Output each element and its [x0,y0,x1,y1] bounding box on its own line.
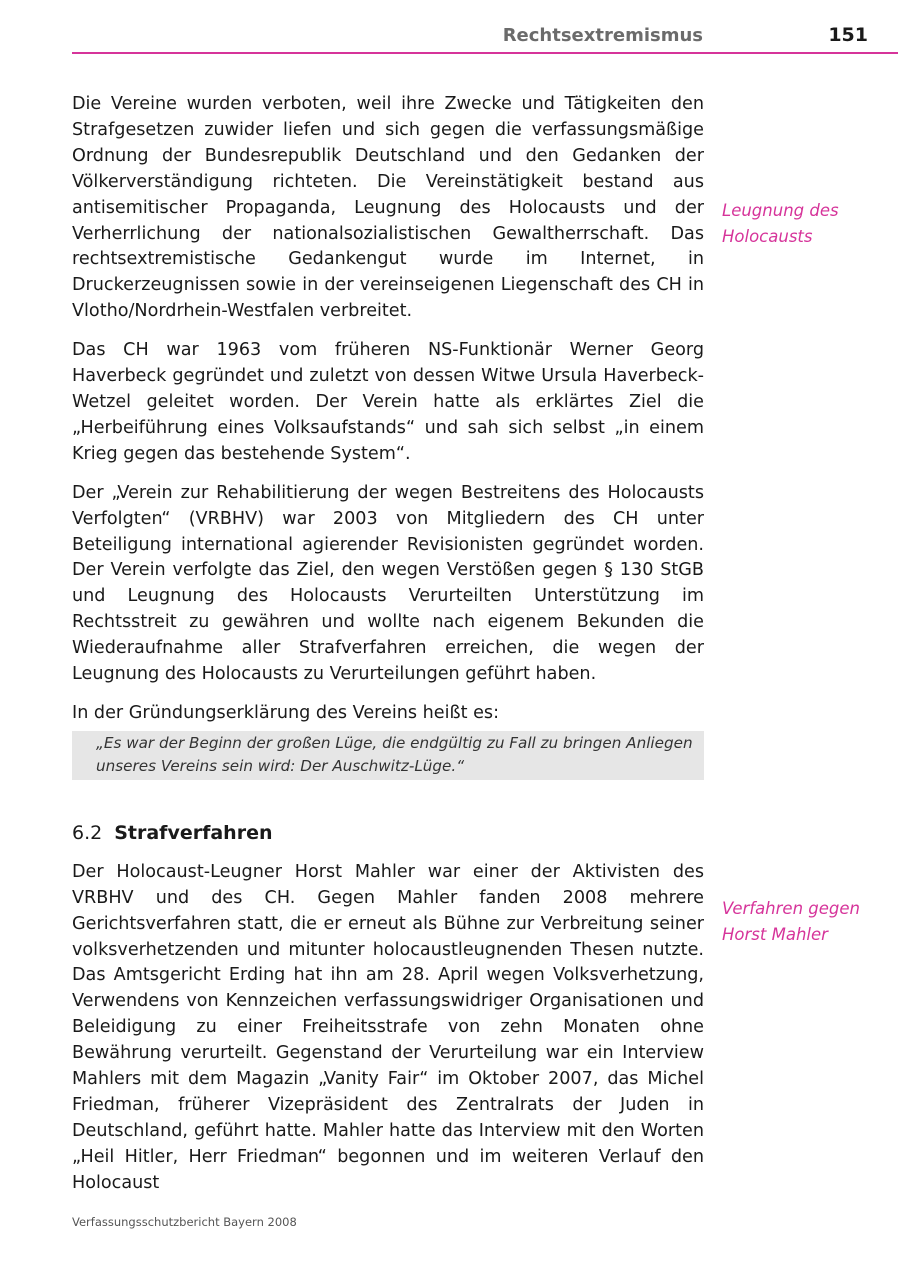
paragraph: Der Holocaust-Leugner Horst Mahler war einer der Aktivisten des VRBHV und des CH. Gegen Mahler fanden 2008 mehrere Gerichtsverfahren statt, die er erneut als Bühne zur Verbreitung seiner volksverhetzenden und mitunter holocaustleugnenden Thesen nutzte. Das Amtsgericht Erding hat ihn am 28. April wegen Volksverhetzung, Verwendens von Kennzeichen verfassungswidriger Organisationen und Beleidigung zu einer Freiheitsstrafe von zehn Monaten ohne Bewährung verurteilt. Gegenstand der Verurteilung war ein Interview Mahlers mit dem Magazin „Vanity Fair“ im Oktober 2007, das Michel Friedman, früherer Vizepräsident des Zentralrats der Juden in Deutschland, geführt hatte. Mahler hatte das Interview mit den Worten „Heil Hitler, Herr Friedman“ begonnen und im weiteren Verlauf den Holocaust [72,861,704,1193]
margin-note [722,896,892,948]
paragraph: Der „Verein zur Rehabilitierung der wegen Bestreitens des Holocausts Verfolgten“ (VRBHV) war 2003 von Mitgliedern des CH unter Beteiligung international agierender Revisionisten gegründet worden. Der Verein verfolgte das Ziel, den wegen Verstößen gegen § 130 StGB und Leugnung des Holocausts Verurteilten Unterstützung im Rechtsstreit zu gewähren und wollte nach eigenem Bekunden die Wiederaufnahme aller Strafverfahren erreichen, die wegen der Leugnung des Holocausts zu Verurteilungen geführt haben. [72,482,704,685]
margin-note-line: Holocausts [722,227,813,246]
margin-note-line: Leugnung des [722,201,839,220]
page-footer: Verfassungsschutzbericht Bayern 2008 [72,1215,297,1229]
block-quote: „Es war der Beginn der großen Lüge, die endgültig zu Fall zu bringen Anliegen unseres Vereins sein wird: Der Auschwitz-Lüge.“ [72,731,704,780]
paragraph: Das CH war 1963 vom früheren NS-Funktionär Werner Georg Haverbeck gegründet und zuletzt von dessen Witwe Ursula Haverbeck-Wetzel geleitet worden. Der Verein hatte als erklärtes Ziel die „Herbeiführung eines Volksaufstands“ und sah sich selbst „in einem Krieg gegen das bestehende System“. [72,340,704,464]
paragraph: Die Vereine wurden verboten, weil ihre Zwecke und Tätigkeiten den Strafgesetzen zuwider liefen und sich gegen die verfassungsmäßige Ordnung der Bundesrepublik Deutschland und den Gedanken der Völkerverständigung richteten. Die Vereinstätigkeit bestand aus antisemitischer Propaganda, Leugnung des Holocausts und der Verherrlichung der nationalsozialistischen Gewaltherrschaft. Das rechtsextremistische Gedankengut wurde im Internet, in Druckerzeugnissen sowie in der vereinseigenen Liegenschaft des CH in Vlotho/Nordrhein-Westfalen verbreitet. [72,94,704,322]
margin-note-line: Horst Mahler [722,925,828,944]
page-number: 151 [828,24,868,46]
section-heading [72,820,704,846]
margin-note [722,198,892,250]
margin-note-line: Verfahren gegen [722,899,860,918]
paragraph: In der Gründungserklärung des Vereins heißt es: [72,702,500,723]
page-header [72,24,898,54]
section-number: 6.2 [72,821,103,844]
running-title: Rechtsextremismus [502,25,703,46]
main-text-column [72,92,704,1210]
section-title: Strafverfahren [114,821,273,844]
